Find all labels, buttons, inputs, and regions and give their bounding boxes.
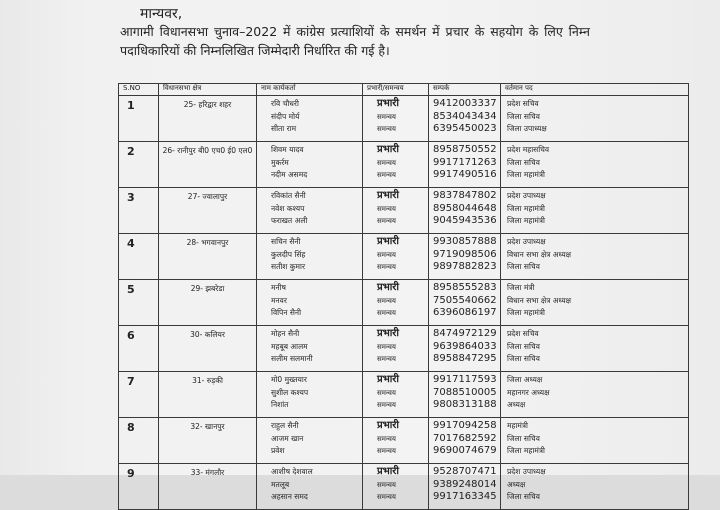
current-post: प्रदेश सचिव [507, 329, 539, 338]
row-sno: 9 [119, 464, 159, 510]
row-names [257, 280, 363, 326]
row-phones [429, 188, 501, 234]
phone-number: 7505540662 [433, 294, 497, 306]
phone-number: 9690074679 [433, 445, 497, 456]
current-post: विधान सभा क्षेत्र अध्यक्ष [507, 249, 572, 259]
current-post: जिला सचिव [507, 157, 540, 167]
current-post: जिला महामंत्री [507, 308, 545, 317]
phone-number: 8958555283 [433, 282, 497, 293]
worker-name: संदीप मोर्य [271, 111, 300, 121]
phone-number: 9808313188 [433, 399, 497, 410]
role-label: प्रभारी [377, 144, 399, 155]
current-post: जिला अध्यक्ष [507, 375, 543, 384]
row-posts [501, 188, 689, 234]
current-post: जिला उपाध्यक्ष [507, 124, 547, 133]
row-sno: 4 [119, 234, 159, 280]
row-names [257, 326, 363, 372]
table-header-row [119, 84, 689, 96]
phone-number: 9897882823 [433, 261, 497, 272]
row-sno: 8 [119, 418, 159, 464]
table-row [119, 464, 689, 510]
worker-name: मनवर [271, 295, 287, 305]
header-seat: विधानसभा क्षेत्र [159, 84, 257, 96]
row-posts [501, 96, 689, 142]
worker-name: रविकांत सैनी [271, 191, 306, 200]
intro-paragraph: आगामी विधानसभा चुनाव–2022 में कांग्रेस प्रत्याशियों के समर्थन में प्रचार के सहयोग के लिए निम्न पदाधिकारियों की निम्नलिखित जिम्मेदारी निर्धारित की गई है। [120, 24, 590, 58]
table-row [119, 188, 689, 234]
table-row [119, 142, 689, 188]
worker-name: फराखत अली [271, 216, 308, 225]
worker-name: मोहन सैनी [271, 329, 300, 338]
worker-name: शिवम यादव [271, 145, 304, 154]
role-label: प्रभारी [377, 374, 399, 385]
header-name: नाम कार्यकर्ता [257, 84, 363, 96]
row-constituency: 25- हरिद्वार शहर [159, 96, 257, 142]
role-label: प्रभारी [377, 328, 399, 339]
row-roles [363, 280, 429, 326]
role-label: समन्वय [377, 447, 396, 455]
table-row [119, 280, 689, 326]
phone-number: 8534043434 [433, 110, 497, 122]
row-names [257, 142, 363, 188]
worker-name: निशांत [271, 400, 289, 409]
worker-name: सलीम सलमानी [271, 354, 313, 363]
row-posts [501, 372, 689, 418]
row-constituency: 27- ज्वालापुर [159, 188, 257, 234]
phone-number: 9837847802 [433, 190, 497, 201]
worker-name: नवेश कश्यप [271, 203, 305, 213]
role-label: समन्वय [377, 263, 396, 271]
current-post: महानगर अध्यक्ष [507, 387, 550, 397]
phone-number: 9917490516 [433, 169, 497, 180]
current-post: प्रदेश सचिव [507, 99, 539, 108]
current-post: जिला सचिव [507, 262, 540, 271]
row-names [257, 464, 363, 510]
row-sno: 5 [119, 280, 159, 326]
worker-name: सचिन सैनी [271, 237, 301, 246]
role-label: समन्वय [377, 342, 396, 351]
phone-number: 9930857888 [433, 236, 497, 247]
current-post: प्रदेश महासचिव [507, 145, 550, 154]
row-sno: 1 [119, 96, 159, 142]
role-label: समन्वय [377, 480, 396, 489]
table-row [119, 326, 689, 372]
worker-name: प्रवेश [271, 446, 285, 455]
header-sno: S.NO [119, 84, 159, 96]
header-role: प्रभारी/समन्वय [363, 84, 429, 96]
role-label: समन्वय [377, 250, 396, 259]
role-label: समन्वय [377, 309, 396, 317]
current-post: प्रदेश उपाध्यक्ष [507, 237, 546, 246]
worker-name: सतीश कुमार [271, 262, 306, 271]
current-post: जिला सचिव [507, 111, 540, 121]
header-post: वर्तमान पद [501, 84, 689, 96]
role-label: समन्वय [377, 204, 396, 213]
phone-number: 9528707471 [433, 466, 497, 477]
row-constituency: 28- भगवानपुर [159, 234, 257, 280]
current-post: अध्यक्ष [507, 400, 526, 409]
worker-name: मनीष [271, 283, 286, 292]
row-posts [501, 234, 689, 280]
worker-name: महबूब आलम [271, 341, 308, 351]
current-post: प्रदेश उपाध्यक्ष [507, 467, 546, 476]
role-label: समन्वय [377, 158, 396, 167]
phone-number: 7088510005 [433, 386, 497, 398]
role-label: समन्वय [377, 355, 396, 363]
row-phones [429, 464, 501, 510]
row-constituency: 33- मंगलौर [159, 464, 257, 510]
phone-number: 9412003337 [433, 98, 497, 109]
phone-number: 7017682592 [433, 432, 497, 444]
worker-name: सुशील कश्यप [271, 387, 309, 397]
table-row [119, 418, 689, 464]
phone-number: 9917094258 [433, 420, 497, 431]
worker-name: मो0 मुख्तयार [271, 375, 307, 384]
row-sno: 7 [119, 372, 159, 418]
row-constituency: 30- कलियर [159, 326, 257, 372]
row-names [257, 96, 363, 142]
role-label: प्रभारी [377, 190, 399, 201]
current-post: महामंत्री [507, 421, 528, 430]
current-post: जिला सचिव [507, 492, 540, 501]
phone-number: 9719098506 [433, 248, 497, 260]
row-phones [429, 142, 501, 188]
role-label: समन्वय [377, 401, 396, 409]
row-constituency: 29- झबरेडा [159, 280, 257, 326]
worker-name: विपिन सैनी [271, 308, 302, 317]
phone-number: 9917171263 [433, 156, 497, 168]
role-label: समन्वय [377, 434, 396, 443]
phone-number: 9389248014 [433, 478, 497, 490]
phone-number: 8474972129 [433, 328, 497, 339]
row-posts [501, 464, 689, 510]
current-post: जिला सचिव [507, 354, 540, 363]
worker-name: सीता राम [271, 124, 297, 133]
table-row [119, 372, 689, 418]
role-label: प्रभारी [377, 236, 399, 247]
table-row [119, 96, 689, 142]
phone-number: 8958044648 [433, 202, 497, 214]
worker-name: रवि चौधरी [271, 99, 299, 108]
row-phones [429, 372, 501, 418]
role-label: समन्वय [377, 388, 396, 397]
row-roles [363, 418, 429, 464]
row-names [257, 418, 363, 464]
worker-name: आशीष देशवाल [271, 467, 313, 476]
row-sno: 6 [119, 326, 159, 372]
row-posts [501, 326, 689, 372]
row-roles [363, 464, 429, 510]
phone-number: 9045943536 [433, 215, 497, 226]
worker-name: मुकर्रम [271, 157, 289, 167]
worker-name: नदीम असमद [271, 170, 308, 179]
row-roles [363, 142, 429, 188]
role-label: प्रभारी [377, 98, 399, 109]
row-roles [363, 372, 429, 418]
phone-number: 9639864033 [433, 340, 497, 352]
row-phones [429, 326, 501, 372]
phone-number: 8958750552 [433, 144, 497, 155]
current-post: जिला सचिव [507, 433, 540, 443]
table-body [119, 96, 689, 510]
row-phones [429, 418, 501, 464]
assignment-table [118, 83, 689, 510]
salutation: मान्यवर, [140, 6, 183, 22]
worker-name: आजम खान [271, 433, 304, 443]
worker-name: कुलदीप सिंह [271, 249, 306, 259]
row-posts [501, 280, 689, 326]
role-label: प्रभारी [377, 466, 399, 477]
row-posts [501, 418, 689, 464]
row-constituency: 32- खानपुर [159, 418, 257, 464]
phone-number: 9917117593 [433, 374, 497, 385]
phone-number: 6396086197 [433, 307, 497, 318]
row-phones [429, 96, 501, 142]
current-post: अध्यक्ष [507, 479, 526, 489]
row-roles [363, 188, 429, 234]
phone-number: 8958847295 [433, 353, 497, 364]
row-roles [363, 96, 429, 142]
row-roles [363, 234, 429, 280]
role-label: प्रभारी [377, 282, 399, 293]
current-post: जिला महामंत्री [507, 216, 545, 225]
row-posts [501, 142, 689, 188]
current-post: जिला महामंत्री [507, 446, 545, 455]
row-names [257, 188, 363, 234]
row-sno: 3 [119, 188, 159, 234]
header-phone: सम्पर्क [429, 84, 501, 96]
row-constituency: 26- रानीपुर बी0 एच0 ई0 एल0 [159, 142, 257, 188]
worker-name: अहसान समद [271, 492, 308, 501]
role-label: समन्वय [377, 296, 396, 305]
role-label: समन्वय [377, 493, 396, 501]
worker-name: राहुल सैनी [271, 421, 299, 430]
current-post: जिला महामंत्री [507, 170, 545, 179]
row-sno: 2 [119, 142, 159, 188]
role-label: समन्वय [377, 217, 396, 225]
row-phones [429, 280, 501, 326]
role-label: प्रभारी [377, 420, 399, 431]
current-post: विधान सभा क्षेत्र अध्यक्ष [507, 295, 572, 305]
current-post: जिला महामंत्री [507, 203, 545, 213]
role-label: समन्वय [377, 112, 396, 121]
row-constituency: 31- रुड़की [159, 372, 257, 418]
worker-name: मतलूब [271, 479, 290, 489]
phone-number: 6395450023 [433, 123, 497, 134]
row-roles [363, 326, 429, 372]
table-row [119, 234, 689, 280]
current-post: जिला सचिव [507, 341, 540, 351]
row-names [257, 234, 363, 280]
role-label: समन्वय [377, 125, 396, 133]
current-post: प्रदेश उपाध्यक्ष [507, 191, 546, 200]
row-phones [429, 234, 501, 280]
role-label: समन्वय [377, 171, 396, 179]
row-names [257, 372, 363, 418]
phone-number: 9917163345 [433, 491, 497, 502]
current-post: जिला मंत्री [507, 283, 535, 292]
